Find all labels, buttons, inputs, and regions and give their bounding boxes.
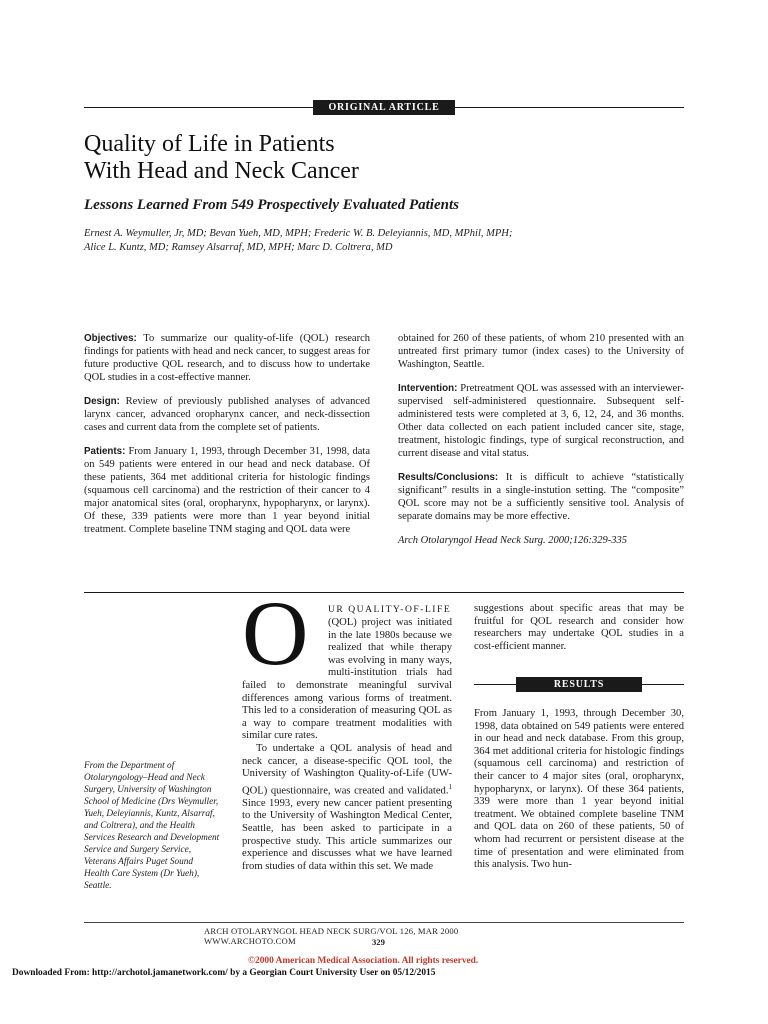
- objectives-label: Objectives:: [84, 333, 137, 344]
- results-paragraph: From January 1, 1993, through December 30, 1998, data obtained on 549 patients were entered in our head and neck database. From this group, 364 met additional criteria for histologic findings (squamous cell carcinoma) and restriction of their cancer to 4 major sites (oral, oropharynx, hypopharynx, or larynx). Of these 364 patients, 339 were more than 1 year beyond initial treatment. We obtained complete baseline TNM and QOL data on 260 of these patients, 50 of whom had recurrent or persistent disease at the time of presentation and were eliminated from this analysis. Two hun-: [474, 708, 684, 871]
- body-column-2: [474, 603, 684, 653]
- para2-text: To undertake a QOL analysis of head and neck cancer, a disease-specific QOL tool, the University of Washington Quality-of-Life (UW-QOL) questionnaire, was created and validated.: [242, 742, 452, 797]
- page-number: 329: [372, 937, 385, 947]
- abstract-results: [398, 471, 684, 523]
- abstract-objectives: [84, 332, 370, 384]
- title-line-1: Quality of Life in Patients: [84, 131, 335, 157]
- body-paragraph-2: [242, 743, 452, 873]
- download-notice: Downloaded From: http://archotol.jamanetwork.com/ by a Georgian Court University User on 05/12/2015: [12, 968, 436, 978]
- authors-line-2: Alice L. Kuntz, MD; Ramsey Alsarraf, MD, MPH; Marc D. Coltrera, MD: [84, 242, 393, 253]
- patients-text: From January 1, 1993, through December 31, 1998, data on 549 patients were entered in our head and neck database. Of these patients, 364 met additional criteria for histologic findings (squamous cell carcinoma) and the restriction of their cancer to 4 major anatomical sites (oral, oropharynx, hypopharynx, or larynx). Of these, 339 patients were more than 1 year beyond initial treatment. Complete baseline TNM staging and QOL data were: [84, 446, 370, 535]
- design-label: Design:: [84, 396, 120, 407]
- copyright-notice: ©2000 American Medical Association. All rights reserved.: [248, 956, 479, 966]
- abstract-right-column: [398, 332, 684, 558]
- authors-line-1: Ernest A. Weymuller, Jr, MD; Bevan Yueh, MD, MPH; Frederic W. B. Deleyiannis, MD, MPhil, MPH;: [84, 228, 513, 239]
- objectives-text: To summarize our quality-of-life (QOL) research findings for patients with head and neck cancer, to suggest areas for future productive QOL research, and to discuss how to undertake QOL studies in a cost-effective manner.: [84, 333, 370, 383]
- results-text: It is difficult to achieve “statistically significant” results in a single-instution setting. The “composite” QOL score may not be a sufficiently sensitive tool. Analysis of separate domains may be more effective.: [398, 472, 685, 522]
- article-title: [84, 131, 359, 185]
- title-line-2: With Head and Neck Cancer: [84, 158, 359, 184]
- abstract-left-column: [84, 332, 370, 547]
- lead-in-text: UR QUALITY-OF-LIFE: [328, 604, 452, 615]
- article-subtitle: Lessons Learned From 549 Prospectively Evaluated Patients: [84, 197, 459, 213]
- results-heading: RESULTS: [516, 677, 642, 692]
- para1-text: (QOL) project was initiated in the late 1980s because we realized that while therapy was evolving in many ways, multi-institution trials had failed to demonstrate meaningful survival differences among various forms of treatment. This led to a consideration of measuring QOL as a way to compare treatment modalities with similar cure rates.: [242, 617, 452, 742]
- body-paragraph-1-rest: [242, 617, 452, 743]
- results-section: [474, 708, 684, 872]
- drop-cap: O: [242, 582, 309, 684]
- design-text: Review of previously published analyses of advanced larynx cancer, advanced oropharynx cancer, and neck-dissection cases and current data from the complete set of patients.: [84, 396, 370, 433]
- author-affiliation: From the Department of Otolaryngology–Head and Neck Surgery, University of Washington School of Medicine (Drs Weymuller, Yueh, Deleyiannis, Kuntz, Alsarraf, and Coltrera), and the Health Services Research and Development Service and Surgery Service, Veterans Affairs Puget Sound Health Care System (Dr Yueh), Seattle.: [84, 761, 220, 891]
- para2-rest: Since 1993, every new cancer patient presenting to the University of Washington Medical Center, Seattle, has been asked to participate in a prospective study. This article summarizes our experience and discusses what we have learned from studies of data within this set. We made: [242, 797, 452, 872]
- journal-footer: ARCH OTOLARYNGOL HEAD NECK SURG/VOL 126, MAR 2000: [204, 926, 459, 936]
- results-label: Results/Conclusions:: [398, 472, 499, 483]
- abstract-rule: [84, 592, 684, 593]
- patients-continued: obtained for 260 of these patients, of whom 210 presented with an untreated first primary tumor (index cases) to the University of Washington, Seattle.: [398, 333, 684, 370]
- body-paragraph-1: [328, 604, 452, 617]
- abstract-design: [84, 395, 370, 434]
- body-column-2-paragraph: suggestions about specific areas that may be fruitful for QOL research and consider how researchers may undertake QOL studies in a cost-efficient manner.: [474, 603, 684, 652]
- abstract-intervention: [398, 382, 684, 460]
- abstract-patients: [84, 445, 370, 536]
- journal-citation: Arch Otolaryngol Head Neck Surg. 2000;126:329-335: [398, 535, 628, 546]
- section-label: ORIGINAL ARTICLE: [313, 100, 455, 115]
- body-column-1: [242, 604, 452, 617]
- drop-cap-spacer: [242, 617, 328, 669]
- intervention-label: Intervention:: [398, 383, 458, 394]
- reference-1[interactable]: 1: [448, 782, 452, 791]
- website-footer[interactable]: WWW.ARCHOTO.COM: [204, 936, 296, 946]
- footer-rule: [84, 922, 684, 923]
- body-column-1-flow: [242, 617, 452, 873]
- intervention-text: Pretreatment QOL was assessed with an interviewer-supervised self-administered questionnaire. Subsequent self-administered tests were completed at 3, 6, 12, 24, and 36 months. Other data collected on each patient included cancer site, stage, treatment, histologic findings, type of surgical reconstruction, and current disease and vital status.: [398, 383, 685, 459]
- author-list: [84, 227, 684, 255]
- patients-label: Patients:: [84, 446, 126, 457]
